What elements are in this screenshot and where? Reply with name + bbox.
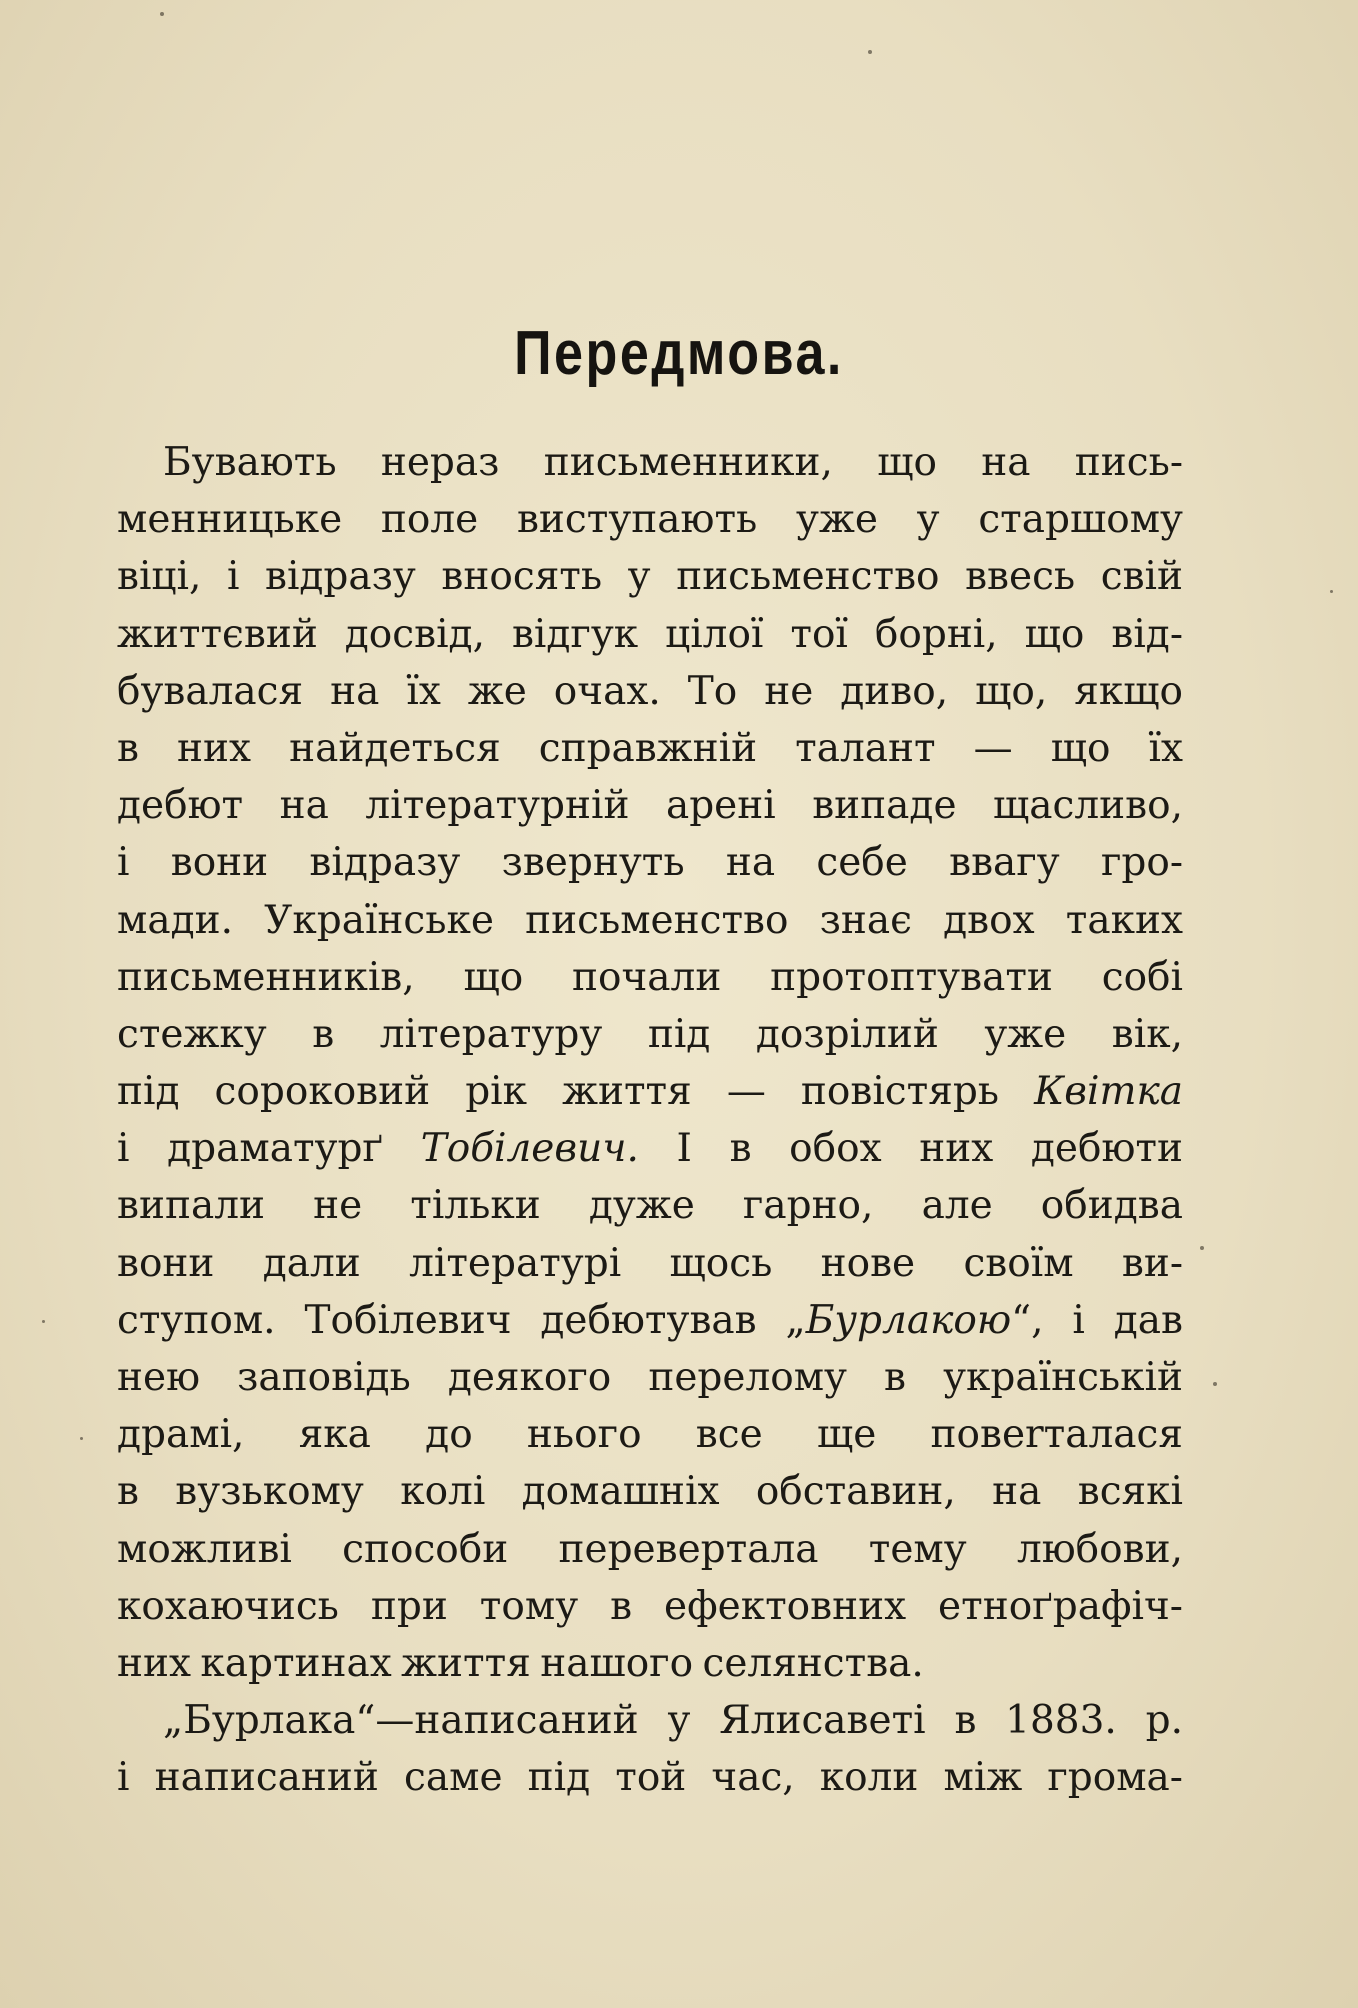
- text-span: драмі, яка до нього все ще повerталася: [117, 1412, 1183, 1458]
- paper-speck: [1330, 590, 1333, 593]
- text-line: [117, 606, 1183, 663]
- text-line: [117, 1463, 1183, 1520]
- text-line: [117, 1578, 1183, 1635]
- text-line: [117, 1063, 1183, 1120]
- text-line: [117, 949, 1183, 1006]
- paper-speck: [1200, 1246, 1204, 1250]
- text-span: і драматурґ: [117, 1126, 421, 1172]
- text-line: [117, 834, 1183, 891]
- text-span: бувалася на їх же очах. То не диво, що, якщо: [117, 668, 1183, 714]
- italic-name: Квітка: [1034, 1069, 1183, 1115]
- text-line: [117, 1406, 1183, 1463]
- text-line: [117, 491, 1183, 548]
- text-span: Бувають нераз письменники, що на пись-: [163, 440, 1183, 485]
- text-line: [117, 548, 1183, 605]
- text-line: [117, 1635, 1183, 1692]
- text-span: можливі способи перевертала тему любови,: [117, 1526, 1183, 1572]
- text-line: [117, 663, 1183, 720]
- paper-speck: [42, 1320, 45, 1323]
- text-span: і написаний саме під той час, коли між грома-: [117, 1755, 1183, 1801]
- text-line: [117, 892, 1183, 949]
- text-span: дебют на літературній арені випаде щасливо,: [117, 783, 1183, 829]
- text-line: [117, 1120, 1183, 1177]
- text-line: [117, 434, 1183, 491]
- text-line: [117, 1292, 1183, 1349]
- body-text: [117, 434, 1183, 1807]
- text-span: І в обох них дебюти: [638, 1126, 1183, 1172]
- page-heading: Передмова.: [514, 319, 844, 388]
- text-line: [117, 720, 1183, 777]
- text-span: кохаючись при тому в ефектовних етноґрафіч-: [117, 1583, 1183, 1629]
- text-span: “, і дав: [1011, 1297, 1184, 1343]
- text-span: і вони відразу звернуть на себе ввагу гро-: [117, 840, 1183, 886]
- paper-speck: [868, 50, 872, 54]
- text-span: під сороковий рік життя — повістярь: [117, 1069, 1035, 1115]
- text-span: стежку в літературу під дозрілий уже вік,: [117, 1011, 1183, 1057]
- text-line: [117, 1349, 1183, 1406]
- text-span: ступом. Тобілевич дебютував „: [117, 1297, 806, 1343]
- text-line: [117, 1006, 1183, 1063]
- text-line: [117, 1235, 1183, 1292]
- text-line: [117, 1177, 1183, 1234]
- text-line: [117, 1749, 1183, 1806]
- text-span: менницьке поле виступають уже у старшому: [117, 497, 1183, 543]
- italic-name: Бурлакою: [805, 1297, 1012, 1343]
- text-span: віці, і відразу вносять у письменство ввесь свій: [117, 554, 1183, 600]
- text-line: [117, 1692, 1183, 1749]
- paper-speck: [1213, 1382, 1217, 1386]
- text-span: „Бурлака“—написаний у Ялисаветі в 1883. р.: [163, 1698, 1183, 1744]
- paper-speck: [160, 12, 164, 16]
- text-span: випали не тільки дуже гарно, але обидва: [117, 1183, 1183, 1229]
- paper-speck: [80, 1437, 83, 1440]
- text-span: вони дали літературі щось нове своїм ви-: [117, 1240, 1183, 1286]
- text-span: життєвий досвід, відгук цілої тої борні, що від-: [117, 611, 1183, 657]
- text-line: [117, 1521, 1183, 1578]
- text-span: в них найдеться справжній талант — що їх: [117, 725, 1183, 771]
- text-line: [117, 777, 1183, 834]
- text-span: них картинах життя нашого селянства.: [117, 1640, 924, 1686]
- text-span: письменників, що почали протоптувати собі: [117, 954, 1183, 1000]
- text-span: нею заповідь деякого перелому в українській: [117, 1355, 1183, 1400]
- italic-name: Тобілевич.: [420, 1126, 639, 1172]
- text-span: мади. Українське письменство знає двох таких: [117, 897, 1183, 943]
- text-span: в вузькому колі домашніх обставин, на всякі: [117, 1469, 1183, 1515]
